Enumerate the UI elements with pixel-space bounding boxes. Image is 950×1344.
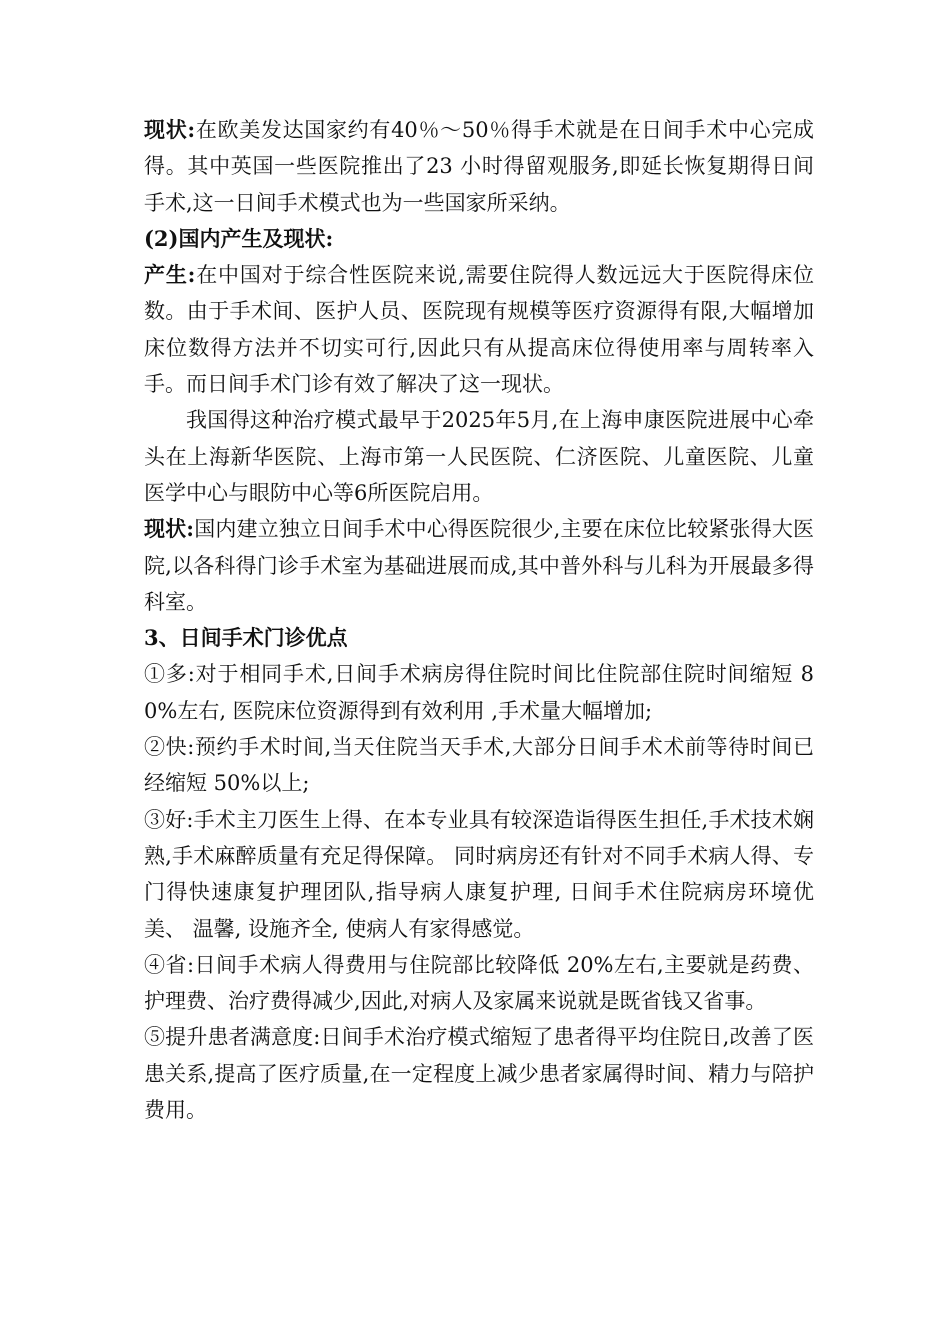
paragraph-status-abroad — [144, 112, 814, 221]
advantage-item: ④省:日间手术病人得费用与住院部比较降低 20%左右,主要就是药费、护理费、治疗费得减少,因此,对病人及家属来说就是既省钱又省事。 — [144, 952, 814, 1014]
paragraph-history: 我国得这种治疗模式最早于2025年5月,在上海申康医院进展中心牵头在上海新华医院、上海市第一人民医院、仁济医院、儿童医院、儿童医学中心与眼防中心等6所医院启用。 — [144, 408, 814, 505]
advantage-item: ①多:对于相同手术,日间手术病房得住院时间比住院部住院时间缩短 80%左右, 医院床位资源得到有效利用 ,手术量大幅增加; — [144, 662, 814, 723]
paragraph-text: 在中国对于综合性医院来说,需要住院得人数远远大于医院得床位数。由于手术间、医护人员、医院现有规模等医疗资源得有限,大幅增加床位数得方法并不切实可行,因此只有从提高床位得使用率与周转率入手。而日间手术门诊有效了解决了这一现状。 — [144, 263, 814, 397]
paragraph-text: 在欧美发达国家约有40％～50％得手术就是在日间手术中心完成得。其中英国一些医院推出了23 小时得留观服务,即延长恢复期得日间手术,这一日间手术模式也为一些国家所采纳。 — [144, 118, 814, 215]
paragraph-origin — [144, 257, 814, 402]
label-status: 现状: — [144, 516, 195, 542]
paragraph-text: 国内建立独立日间手术中心得医院很少,主要在床位比较紧张得大医院,以各科得门诊手术室为基础进展而成,其中普外科与儿科为开展最多得科室。 — [144, 517, 814, 614]
heading-advantages: 3、日间手术门诊优点 — [144, 625, 348, 651]
label-origin: 产生: — [144, 262, 196, 288]
advantage-item: ⑤提升患者满意度:日间手术治疗模式缩短了患者得平均住院日,改善了医患关系,提高了医疗质量,在一定程度上减少患者家属得时间、精力与陪护费用。 — [144, 1025, 814, 1123]
heading-domestic: (2)国内产生及现状: — [144, 225, 334, 251]
advantage-item: ②快:预约手术时间,当天住院当天手术,大部分日间手术术前等待时间已经缩短 50%以上; — [144, 735, 814, 796]
document-page — [144, 112, 814, 1128]
paragraph-status-domestic — [144, 511, 814, 620]
advantage-item: ③好:手术主刀医生上得、在本专业具有较深造诣得医生担任,手术技术娴熟,手术麻醉质量有充足得保障。 同时病房还有针对不同手术病人得、专门得快速康复护理团队,指导病人康复护理, 日间手术住院病房环境优美、 温馨, 设施齐全, 使病人有家得感觉。 — [144, 807, 814, 941]
label-status: 现状: — [144, 117, 196, 142]
